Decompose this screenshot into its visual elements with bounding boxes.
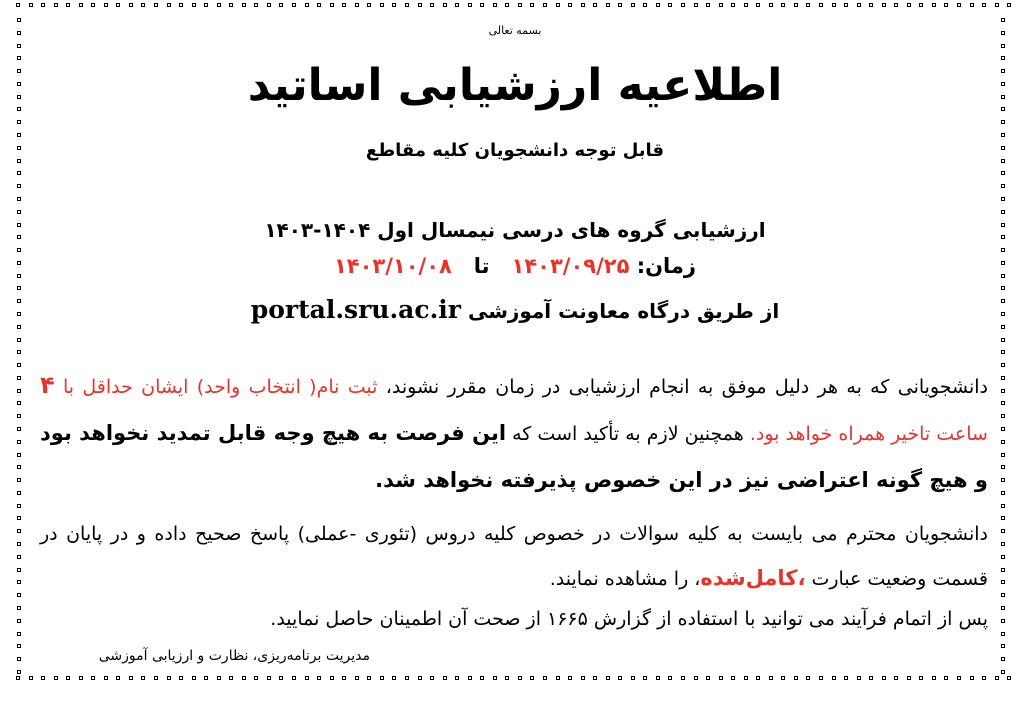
border-dot — [832, 676, 836, 680]
border-dot — [844, 676, 848, 680]
border-dot — [330, 676, 334, 680]
border-dot — [1001, 619, 1005, 623]
border-dot — [17, 274, 21, 278]
border-dot — [154, 3, 158, 7]
border-dot — [17, 363, 21, 367]
border-dot — [292, 676, 296, 680]
border-dot — [1001, 44, 1005, 48]
border-dot — [17, 606, 21, 610]
border-dot — [568, 676, 572, 680]
paragraph-report: پس از اتمام فرآیند می توانید با استفاده از گزارش ۱۶۶۵ از صحت آن اطمینان حاصل نمایید. — [270, 608, 988, 630]
border-dot — [1001, 107, 1005, 111]
to-word: تا — [473, 254, 490, 278]
border-dot — [1001, 593, 1005, 597]
border-dot — [204, 3, 208, 7]
border-dot — [493, 676, 497, 680]
border-dot — [731, 676, 735, 680]
border-dot — [91, 3, 95, 7]
border-dot — [443, 3, 447, 7]
border-dot — [857, 3, 861, 7]
border-dot — [1001, 248, 1005, 252]
border-dot — [668, 3, 672, 7]
border-dot — [17, 223, 21, 227]
border-dot — [505, 3, 509, 7]
border-dot — [1001, 159, 1005, 163]
border-dot — [267, 676, 271, 680]
border-dot — [1001, 414, 1005, 418]
border-dot — [17, 95, 21, 99]
border-dot — [430, 676, 434, 680]
border-dot — [1001, 465, 1005, 469]
border-dot — [17, 465, 21, 469]
border-dot — [543, 3, 547, 7]
border-dot — [1001, 31, 1005, 35]
border-dot — [380, 3, 384, 7]
border-dot — [17, 286, 21, 290]
border-dot — [380, 676, 384, 680]
border-dot — [581, 676, 585, 680]
border-dot — [17, 427, 21, 431]
border-dot — [1001, 401, 1005, 405]
border-dot — [17, 44, 21, 48]
border-dot — [1001, 555, 1005, 559]
border-dot — [17, 414, 21, 418]
border-dot — [179, 676, 183, 680]
border-dot — [17, 491, 21, 495]
border-dot — [279, 676, 283, 680]
border-dot — [1001, 568, 1005, 572]
border-dot — [819, 3, 823, 7]
border-dot — [493, 3, 497, 7]
border-dot — [480, 676, 484, 680]
border-dot — [17, 261, 21, 265]
border-dot — [54, 3, 58, 7]
border-dot — [1001, 197, 1005, 201]
border-dot — [17, 389, 21, 393]
border-dot — [192, 676, 196, 680]
border-dot — [518, 3, 522, 7]
border-dot — [618, 3, 622, 7]
border-dot — [1001, 516, 1005, 520]
border-dot — [79, 3, 83, 7]
border-dot — [806, 676, 810, 680]
border-dot — [305, 676, 309, 680]
border-dot — [104, 3, 108, 7]
border-dot — [857, 676, 861, 680]
border-dot — [656, 3, 660, 7]
border-dot — [719, 676, 723, 680]
border-dot — [17, 644, 21, 648]
border-dot — [167, 3, 171, 7]
border-dot — [1001, 95, 1005, 99]
border-dot — [17, 235, 21, 239]
border-dot — [1001, 363, 1005, 367]
border-dot — [418, 3, 422, 7]
border-dot — [882, 676, 886, 680]
border-dot — [781, 3, 785, 7]
portal-url: portal.sru.ac.ir — [250, 295, 461, 324]
border-dot — [1001, 529, 1005, 533]
border-dot — [794, 676, 798, 680]
border-dot — [1001, 453, 1005, 457]
border-dot — [756, 3, 760, 7]
border-dot — [342, 676, 346, 680]
border-dot — [1001, 56, 1005, 60]
border-dot — [1001, 18, 1005, 22]
p2-text: دانشجویان محترم می بایست به کلیه سوالات در خصوص کلیه دروس (تئوری -عملی) پاسخ صحیح داده و در پایان در قسمت وضعیت عبارت — [40, 523, 988, 590]
border-dot — [430, 3, 434, 7]
border-dot — [556, 676, 560, 680]
border-dot — [1001, 644, 1005, 648]
border-dot — [1001, 478, 1005, 482]
border-dot — [41, 3, 45, 7]
p2-status-completed: ،کامل‌شده — [700, 566, 806, 590]
border-dot — [355, 3, 359, 7]
border-dot — [392, 676, 396, 680]
border-dot — [17, 504, 21, 508]
portal-line — [30, 295, 1000, 324]
border-dot — [769, 676, 773, 680]
border-dot — [618, 676, 622, 680]
border-dot — [16, 676, 20, 680]
border-dot — [631, 676, 635, 680]
border-dot — [970, 3, 974, 7]
border-dot — [643, 3, 647, 7]
border-dot — [17, 171, 21, 175]
border-dot — [1001, 350, 1005, 354]
border-dot — [869, 3, 873, 7]
border-dot — [17, 529, 21, 533]
border-dot — [17, 210, 21, 214]
border-dot — [17, 133, 21, 137]
border-dot — [141, 3, 145, 7]
border-dot — [694, 3, 698, 7]
border-dot — [681, 3, 685, 7]
border-dot — [1007, 676, 1011, 680]
border-dot — [530, 3, 534, 7]
border-dot — [581, 3, 585, 7]
border-dot — [769, 3, 773, 7]
time-label: زمان: — [636, 254, 697, 278]
border-dot — [944, 676, 948, 680]
border-dot — [505, 676, 509, 680]
border-dot — [254, 3, 258, 7]
border-dot — [17, 670, 21, 674]
border-dot — [17, 440, 21, 444]
border-dot — [995, 676, 999, 680]
border-dot — [17, 197, 21, 201]
portal-text: از طریق درگاه معاونت آموزشی — [467, 299, 780, 323]
p1-registration-delay: ثبت نام( انتخاب واحد) ایشان حداقل با — [54, 376, 378, 398]
border-dot — [17, 593, 21, 597]
border-dot — [706, 676, 710, 680]
border-dot — [242, 3, 246, 7]
border-dot — [192, 3, 196, 7]
border-dot — [17, 120, 21, 124]
border-dot — [706, 3, 710, 7]
border-right — [1001, 18, 1009, 674]
border-dot — [355, 676, 359, 680]
border-dot — [79, 676, 83, 680]
p2-text-end: ، را مشاهده نمایند. — [549, 568, 701, 590]
border-dot — [217, 676, 221, 680]
border-dot — [116, 676, 120, 680]
border-dot — [1001, 338, 1005, 342]
evaluation-line: ارزشیابی گروه های درسی نیمسال اول ۱۴۰۴-۱۴۰۳ — [264, 218, 766, 242]
border-dot — [17, 555, 21, 559]
border-dot — [330, 3, 334, 7]
border-dot — [744, 676, 748, 680]
border-dot — [17, 657, 21, 661]
border-dot — [17, 619, 21, 623]
border-dot — [694, 676, 698, 680]
border-dot — [957, 3, 961, 7]
border-dot — [656, 676, 660, 680]
border-dot — [129, 676, 133, 680]
border-bottom — [16, 676, 1012, 684]
border-dot — [17, 338, 21, 342]
border-dot — [17, 580, 21, 584]
border-dot — [392, 3, 396, 7]
border-dot — [279, 3, 283, 7]
border-dot — [17, 478, 21, 482]
border-left — [17, 18, 25, 674]
page-title: اطلاعیه ارزشیابی اساتید — [247, 60, 783, 111]
border-dot — [455, 3, 459, 7]
border-dot — [806, 3, 810, 7]
border-dot — [593, 676, 597, 680]
border-dot — [17, 146, 21, 150]
border-dot — [17, 632, 21, 636]
border-dot — [907, 676, 911, 680]
border-dot — [66, 676, 70, 680]
border-dot — [17, 248, 21, 252]
border-dot — [17, 56, 21, 60]
border-dot — [606, 676, 610, 680]
border-dot — [1001, 235, 1005, 239]
border-dot — [794, 3, 798, 7]
border-dot — [832, 3, 836, 7]
border-dot — [882, 3, 886, 7]
border-dot — [254, 676, 258, 680]
border-dot — [668, 676, 672, 680]
border-dot — [104, 676, 108, 680]
border-dot — [317, 676, 321, 680]
subtitle: قابل توجه دانشجویان کلیه مقاطع — [365, 140, 665, 161]
border-dot — [1001, 133, 1005, 137]
border-dot — [944, 3, 948, 7]
border-dot — [932, 676, 936, 680]
border-dot — [681, 676, 685, 680]
border-dot — [17, 82, 21, 86]
border-dot — [844, 3, 848, 7]
border-dot — [367, 3, 371, 7]
border-dot — [1001, 146, 1005, 150]
p1-text: دانشجویانی که به هر دلیل موفق به انجام ارزشیابی در زمان مقرر نشوند، — [377, 376, 988, 398]
border-dot — [982, 3, 986, 7]
border-dot — [957, 676, 961, 680]
border-dot — [530, 676, 534, 680]
border-dot — [631, 3, 635, 7]
border-dot — [1001, 389, 1005, 393]
border-dot — [995, 3, 999, 7]
border-dot — [1001, 69, 1005, 73]
border-dot — [305, 3, 309, 7]
border-dot — [54, 676, 58, 680]
border-dot — [1001, 491, 1005, 495]
border-dot — [468, 676, 472, 680]
border-dot — [731, 3, 735, 7]
border-dot — [1001, 504, 1005, 508]
border-dot — [468, 3, 472, 7]
border-dot — [154, 676, 158, 680]
border-dot — [292, 3, 296, 7]
paragraph-deadline-warning — [40, 362, 988, 504]
border-dot — [405, 3, 409, 7]
border-dot — [17, 107, 21, 111]
border-dot — [1001, 606, 1005, 610]
border-dot — [982, 676, 986, 680]
border-dot — [141, 676, 145, 680]
time-line — [30, 254, 1000, 278]
border-dot — [17, 31, 21, 35]
border-dot — [443, 676, 447, 680]
border-dot — [41, 676, 45, 680]
border-dot — [1001, 223, 1005, 227]
border-dot — [1001, 376, 1005, 380]
signature: مدیریت برنامه‌ریزی، نظارت و ارزیابی آموزشی — [98, 648, 370, 664]
border-dot — [894, 676, 898, 680]
border-dot — [17, 568, 21, 572]
border-dot — [543, 676, 547, 680]
border-dot — [17, 401, 21, 405]
border-dot — [919, 676, 923, 680]
border-dot — [16, 3, 20, 7]
border-dot — [229, 3, 233, 7]
border-dot — [179, 3, 183, 7]
border-dot — [1001, 670, 1005, 674]
border-dot — [17, 542, 21, 546]
border-dot — [593, 3, 597, 7]
border-dot — [1001, 171, 1005, 175]
border-dot — [17, 516, 21, 520]
border-dot — [91, 676, 95, 680]
border-dot — [129, 3, 133, 7]
border-dot — [17, 453, 21, 457]
p1-emphasis-intro: همچنین لازم به تأکید است که — [506, 423, 750, 445]
p1-hours: ۴ — [40, 371, 55, 399]
border-dot — [719, 3, 723, 7]
border-dot — [1001, 299, 1005, 303]
border-dot — [556, 3, 560, 7]
border-dot — [204, 676, 208, 680]
border-dot — [781, 676, 785, 680]
border-dot — [405, 676, 409, 680]
border-dot — [116, 3, 120, 7]
border-dot — [17, 312, 21, 316]
border-dot — [907, 3, 911, 7]
border-dot — [367, 676, 371, 680]
border-dot — [1001, 580, 1005, 584]
border-dot — [1001, 274, 1005, 278]
border-dot — [17, 159, 21, 163]
border-dot — [568, 3, 572, 7]
border-dot — [932, 3, 936, 7]
border-dot — [418, 676, 422, 680]
border-dot — [17, 325, 21, 329]
border-dot — [267, 3, 271, 7]
border-dot — [66, 3, 70, 7]
border-dot — [1001, 542, 1005, 546]
border-dot — [919, 3, 923, 7]
border-dot — [869, 676, 873, 680]
border-dot — [518, 676, 522, 680]
border-dot — [744, 3, 748, 7]
border-dot — [29, 3, 33, 7]
border-dot — [1001, 657, 1005, 661]
border-dot — [480, 3, 484, 7]
border-dot — [29, 676, 33, 680]
border-dot — [342, 3, 346, 7]
border-dot — [1001, 82, 1005, 86]
border-dot — [229, 676, 233, 680]
border-dot — [1001, 261, 1005, 265]
border-dot — [1001, 325, 1005, 329]
border-dot — [1001, 427, 1005, 431]
border-dot — [17, 18, 21, 22]
border-dot — [17, 350, 21, 354]
paragraph-instructions — [40, 512, 988, 601]
border-dot — [17, 69, 21, 73]
border-dot — [317, 3, 321, 7]
border-dot — [894, 3, 898, 7]
border-dot — [1001, 440, 1005, 444]
border-dot — [1001, 210, 1005, 214]
border-dot — [242, 676, 246, 680]
border-dot — [217, 3, 221, 7]
border-dot — [455, 676, 459, 680]
end-date: ۱۴۰۳/۱۰/۰۸ — [333, 254, 452, 278]
border-dot — [1001, 312, 1005, 316]
border-dot — [970, 676, 974, 680]
border-dot — [606, 3, 610, 7]
border-dot — [1001, 286, 1005, 290]
border-dot — [819, 676, 823, 680]
border-dot — [17, 299, 21, 303]
border-dot — [1001, 184, 1005, 188]
border-dot — [1007, 3, 1011, 7]
bismillah: بسمه تعالی — [488, 24, 542, 37]
start-date: ۱۴۰۳/۰۹/۲۵ — [511, 254, 630, 278]
border-dot — [17, 184, 21, 188]
border-dot — [1001, 632, 1005, 636]
border-dot — [643, 676, 647, 680]
p1-no-extension: این فرصت به هیچ وجه قابل تمدید نخواهد بود و هیچ گونه اعتراضی نیز در این خصوص پذیرفته نخواهد شد. — [40, 421, 988, 492]
border-dot — [756, 676, 760, 680]
border-dot — [17, 376, 21, 380]
p1-delay-text: ساعت تاخیر همراه خواهد بود. — [749, 423, 988, 445]
border-dot — [167, 676, 171, 680]
border-top — [16, 3, 1012, 11]
border-dot — [1001, 120, 1005, 124]
